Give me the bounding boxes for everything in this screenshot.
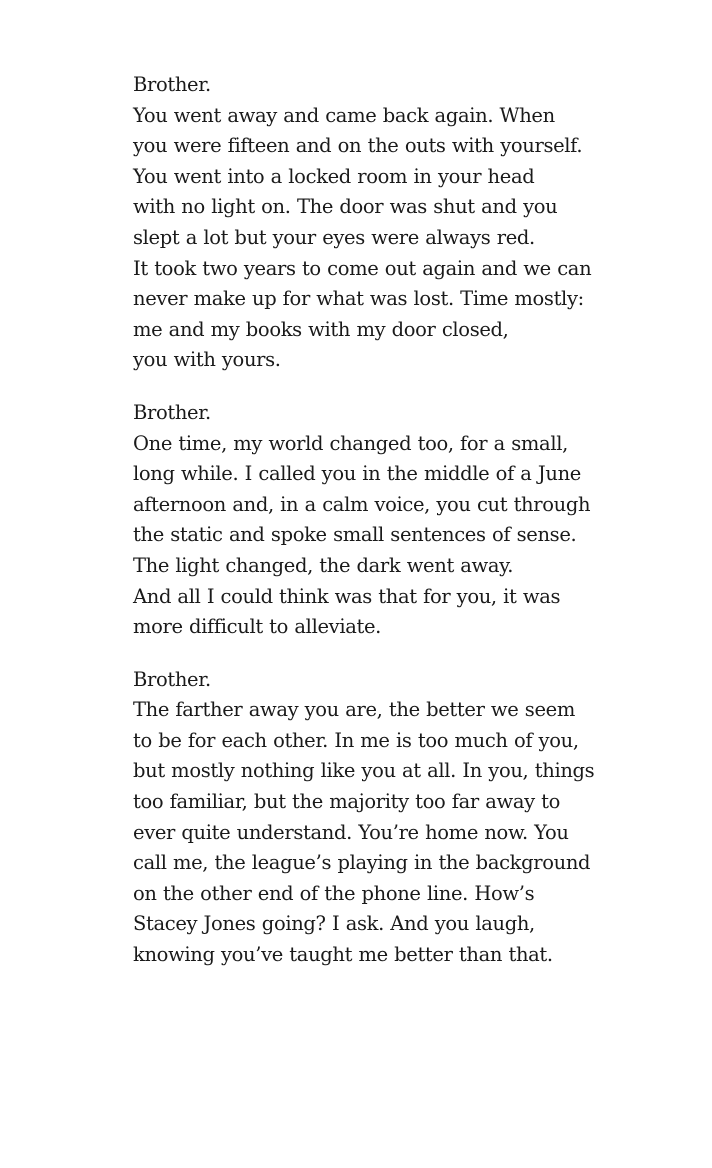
stanza-1 <box>133 70 693 376</box>
poem-line: with no light on. The door was shut and you <box>133 195 558 219</box>
poem-line: Brother. <box>133 667 211 691</box>
poem-line: never make up for what was lost. Time mostly: <box>133 287 584 311</box>
poem-line: more difficult to alleviate. <box>133 615 381 639</box>
poem-line: knowing you’ve taught me better than that. <box>133 943 553 967</box>
poem-line: call me, the league’s playing in the background <box>133 851 591 875</box>
poem-line: You went into a locked room in your head <box>133 164 535 188</box>
poem-line: It took two years to come out again and we can <box>133 256 592 280</box>
poem-line: but mostly nothing like you at all. In you, things <box>133 759 595 783</box>
poem-line: the static and spoke small sentences of sense. <box>133 523 577 547</box>
poem-line: One time, my world changed too, for a small, <box>133 431 568 455</box>
poem-line: you were fifteen and on the outs with yourself. <box>133 134 583 158</box>
poem-line: long while. I called you in the middle of a June <box>133 462 581 486</box>
poem-line: to be for each other. In me is too much of you, <box>133 728 579 752</box>
poem-line: afternoon and, in a calm voice, you cut through <box>133 492 591 516</box>
poem-line: You went away and came back again. When <box>133 103 555 127</box>
poem-line: me and my books with my door closed, <box>133 317 509 341</box>
poem-line: on the other end of the phone line. How’s <box>133 881 535 905</box>
stanza-2 <box>133 398 693 643</box>
stanza-3 <box>133 665 693 971</box>
poem-page <box>133 70 693 993</box>
poem-line: ever quite understand. You’re home now. You <box>133 820 569 844</box>
poem-line: The farther away you are, the better we seem <box>133 698 575 722</box>
poem-line: The light changed, the dark went away. <box>133 553 514 577</box>
poem-line: slept a lot but your eyes were always red. <box>133 225 535 249</box>
poem-line: Brother. <box>133 73 211 96</box>
poem-line: you with yours. <box>133 348 281 372</box>
poem-line: Stacey Jones going? I ask. And you laugh, <box>133 912 535 936</box>
poem-line: And all I could think was that for you, it was <box>133 584 561 608</box>
poem-line: too familiar, but the majority too far away to <box>133 790 560 814</box>
poem-line: Brother. <box>133 400 211 424</box>
